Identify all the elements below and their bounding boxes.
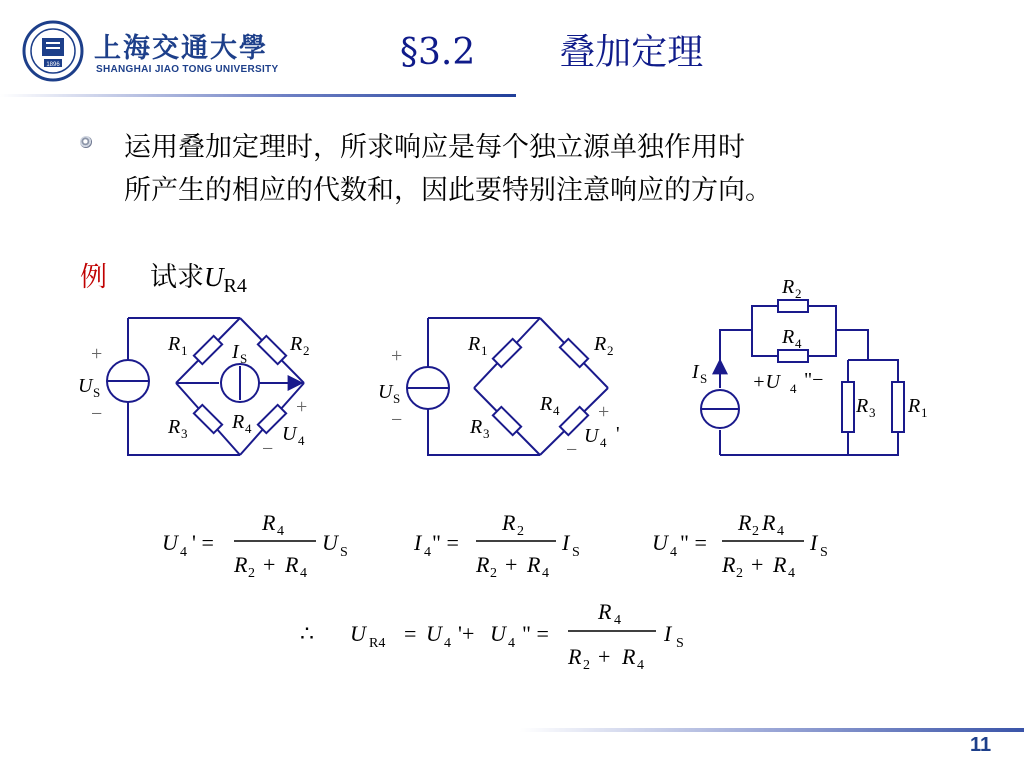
c2-u4-prime: ' [616,423,620,445]
f1-num: R [262,510,276,535]
c1-r3-label: R [168,416,181,438]
f3-num-b-sub: 4 [777,524,784,539]
c2-r3-sub: 3 [483,426,490,441]
f4-rhs: I [664,621,672,646]
footer-rule [520,728,1024,732]
f3-num-a-sub: 2 [752,524,759,539]
c3-resistor-r2-icon [778,300,808,312]
f3-den-b: R [773,552,787,577]
circuit-2 [407,318,608,455]
c1-r3-sub: 3 [181,426,188,441]
f4-t1: U [426,621,442,646]
f4-lhs: U [350,621,366,646]
c2-u4-minus: − [566,439,578,461]
c1-r2-label: R [290,333,303,355]
seal-year: 1896 [46,62,60,68]
f4-eq: = [404,621,417,646]
formula-4 [300,599,684,673]
c3-r3-sub: 3 [869,405,876,420]
c1-is-label: I [232,341,239,363]
f4-t1-sub: 4 [444,636,451,651]
c3-u4-label: +U [752,371,780,393]
f3-lhs: U [652,530,668,555]
f4-num-sub: 4 [614,613,621,628]
example-var: U [204,262,224,292]
f1-lhs-sub: 4 [180,545,187,560]
f2-den-b: R [527,552,541,577]
c3-is-sub: S [700,371,708,386]
f3-rhs: I [810,530,818,555]
f4-rhs-sub: S [676,636,684,651]
f3-den-a-sub: 2 [736,566,743,581]
f1-num-sub: 4 [277,524,284,539]
f3-num-b: R [762,510,776,535]
c1-r1-label: R [168,333,181,355]
c2-us-plus: + [391,345,403,367]
f2-den-a: R [476,552,490,577]
f1-den-a: R [234,552,248,577]
c2-r2-label: R [594,333,607,355]
f2-rhs: I [562,530,570,555]
formula-2 [413,510,580,581]
f4-therefore: ∴ [300,621,314,646]
f4-t2: U [490,621,506,646]
resistor-r2-icon [258,336,286,364]
c3-r4-sub: 4 [795,336,802,351]
f2-lhs: I [414,530,422,555]
page-number: 11 [970,734,992,756]
f1-rhs: U [322,530,338,555]
f2-num-sub: 2 [517,524,524,539]
f4-den-b: R [622,644,636,669]
c3-resistor-r3-icon [842,382,854,432]
f1-den-a-sub: 2 [248,566,255,581]
c3-r1-sub: 1 [921,405,928,420]
bullet-line-2: 所产生的相应的代数和，因此要特别注意响应的方向。 [124,175,772,206]
c1-us-plus: + [91,343,103,365]
c1-r4-sub: 4 [245,421,252,436]
bullet-line-1: 运用叠加定理时，所求响应是每个独立源单独作用时 [124,132,745,163]
f2-den-plus: + [505,552,518,577]
f2-eq: " = [432,530,459,555]
c2-us-sub: S [393,391,401,406]
f1-eq: ' = [192,530,214,555]
formula-3 [652,510,828,581]
c3-u4-tail: "− [804,369,824,391]
c3-r3-label: R [856,395,869,417]
f4-den-plus: + [598,644,611,669]
c2-u4-sub: 4 [600,435,607,450]
c2-r1-label: R [468,333,481,355]
c3-r1-label: R [908,395,921,417]
f1-rhs-sub: S [340,545,348,560]
c2-r4-label: R [540,393,553,415]
university-name-en: SHANGHAI JIAO TONG UNIVERSITY [96,64,279,75]
c1-us-sub: S [93,385,101,400]
example-text: 试求 [150,262,204,293]
c2-us-label: U [378,381,393,403]
f4-lhs-sub: R4 [369,636,386,651]
f4-t2-mark: " = [522,621,549,646]
f1-lhs: U [162,530,178,555]
c2-r4-sub: 4 [553,403,560,418]
formula-1 [162,510,348,581]
c2-us-minus: − [391,409,403,431]
f1-den-b-sub: 4 [300,566,307,581]
f3-lhs-sub: 4 [670,545,677,560]
c1-u4-sub: 4 [298,433,305,448]
c1-r1-sub: 1 [181,343,188,358]
c2-resistor-r2-icon [560,339,588,367]
circuit-1 [107,318,304,455]
c2-resistor-r1-icon [493,339,521,367]
f2-lhs-sub: 4 [424,545,431,560]
f4-t2-sub: 4 [508,636,515,651]
c2-r3-label: R [470,416,483,438]
university-name-cn: 上海交通大學 [94,33,268,64]
c3-is-label: I [692,361,699,383]
c2-u4-label: U [584,425,599,447]
example-sub: R4 [223,275,247,297]
f3-den-a: R [722,552,736,577]
c1-us-minus: − [91,403,103,425]
f3-num-a: R [738,510,752,535]
f1-den-b: R [285,552,299,577]
f4-den-a-sub: 2 [583,658,590,673]
c3-u4-sub: 4 [790,381,797,396]
c3-r2-label: R [782,276,795,298]
c3-resistor-r4-icon [778,350,808,362]
c3-resistor-r1-icon [892,382,904,432]
c1-is-sub: S [240,351,248,366]
f2-den-a-sub: 2 [490,566,497,581]
resistor-r1-icon [194,336,222,364]
c3-r4-label: R [782,326,795,348]
c2-r1-sub: 1 [481,343,488,358]
f2-den-b-sub: 4 [542,566,549,581]
c1-r2-sub: 2 [303,343,310,358]
c2-resistor-r3-icon [493,407,521,435]
c2-r2-sub: 2 [607,343,614,358]
circuit-3 [701,300,904,455]
f1-den-plus: + [263,552,276,577]
resistor-r3-icon [194,405,222,433]
f2-num: R [502,510,516,535]
f2-rhs-sub: S [572,545,580,560]
c1-u4-label: U [282,423,297,445]
f3-den-plus: + [751,552,764,577]
example-label: 例 [80,262,107,293]
section-number: §3.2 [400,32,476,73]
c2-u4-plus: + [598,401,610,423]
c1-u4-minus: − [262,438,274,460]
c3-r2-sub: 2 [795,286,802,301]
f4-t1-mark: '+ [458,621,475,646]
f4-den-a: R [568,644,582,669]
title-text: 叠加定理 [559,32,704,73]
c1-u4-plus: + [296,396,308,418]
f3-rhs-sub: S [820,545,828,560]
f4-den-b-sub: 4 [637,658,644,673]
c1-us-label: U [78,375,93,397]
f4-num: R [598,599,612,624]
f3-eq: " = [680,530,707,555]
f3-den-b-sub: 4 [788,566,795,581]
c1-r4-label: R [232,411,245,433]
